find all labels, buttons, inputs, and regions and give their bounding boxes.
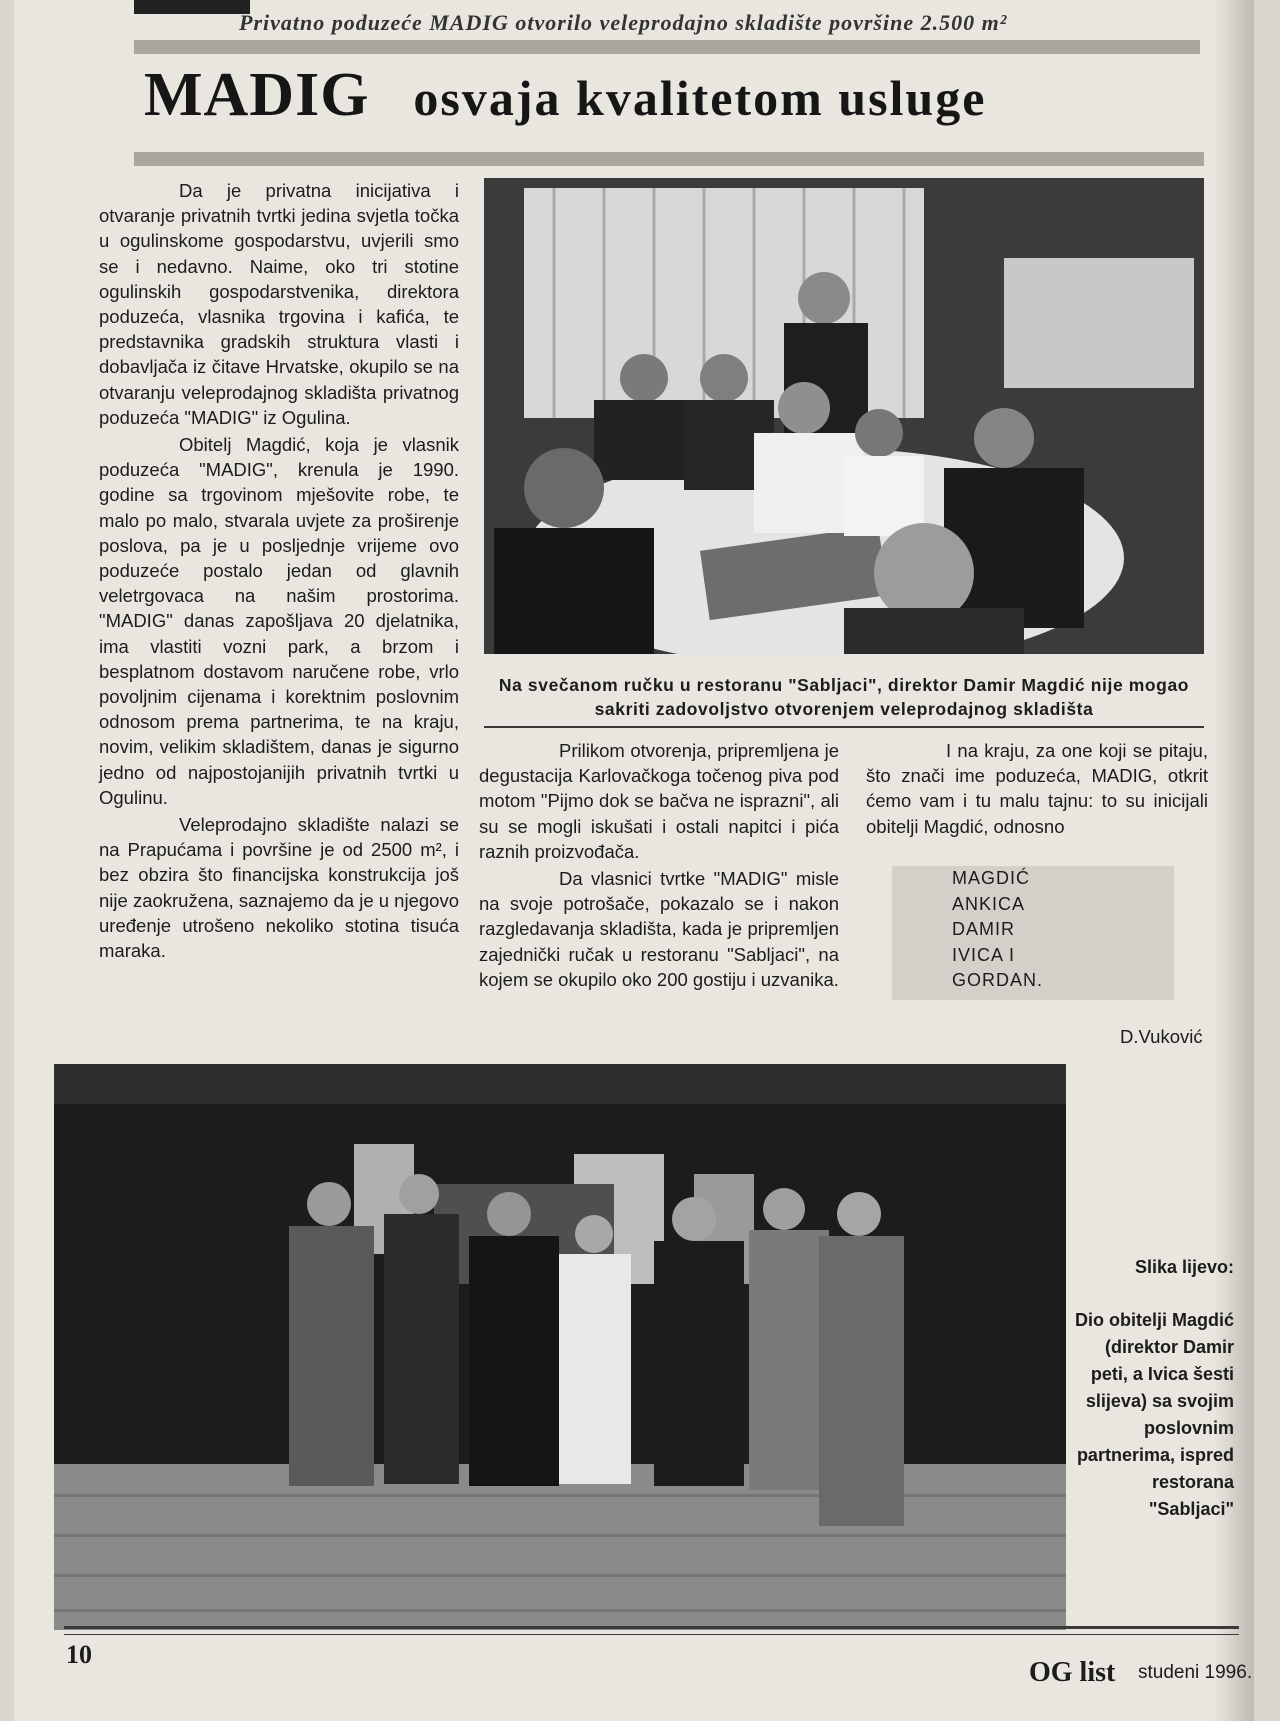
issue-date: studeni 1996. [1138, 1662, 1253, 1683]
photo-illustration [484, 178, 1204, 654]
paragraph: Da je privatna inicijativa i otvaranje privatnih tvrtki jedina svjetla točka u ogulinskome gospodarstvu, uvjerili smo se i nedavno. Naime, oko tri stotine ogulinskih gospodarstvenika, direktora poduzeća, vlasnika trgovina i kafića, te predstavnika gradskih struktura vlasti i dobavljača iz čitave Hrvatske, okupilo se na otvaranju veleprodajnog skladišta privatnog poduzeća "MADIG" iz Ogulina. [99, 180, 459, 428]
paragraph: Obitelj Magdić, koja je vlasnik poduzeća "MADIG", krenula je 1990. godine sa trgovinom mješovite robe, te malo po malo, stvarala uvjete za proširenje poslova, pa je u posljednje vrijeme ovo poduzeće postalo jedan od glavnih veletrgovaca na našim prostorima. "MADIG" danas zapošljava 20 djelatnika, ima vlastiti vozni park, a brzom i besplatnom dostavom naručene robe, vrlo povoljnim cijenama i korektnim poslovnim odnosom prema partnerima, te na kraju, novim, velikim skladištem, danas je sigurno jedno od najpostojanijih privatnih tvrtki u Ogulinu. [99, 434, 459, 808]
photo-caption-top: Na svečanom ručku u restoranu "Sabljaci", direktor Damir Magdić nije mogao sakriti zadovoljstvo otvorenjem veleprodajnog skladišta [498, 675, 1190, 719]
headline-rule [134, 152, 1204, 166]
kicker-line: Privatno poduzeće MADIG otvorilo veleprodajno skladište površine 2.500 m² [239, 10, 1008, 35]
name-line: DAMIR [952, 919, 1015, 939]
side-caption-title: Slika lijevo: [1134, 1257, 1234, 1277]
paragraph: Prilikom otvorenja, pripremljena je degustacija Karlovačkoga točenog piva pod motom "Pijmo dok se bačva ne isprazni", ali su se mogli iskušati i ostali napitci i pića raznih proizvođača. [479, 740, 839, 862]
name-line: MAGDIĆ [952, 868, 1030, 888]
name-line: IVICA I [952, 944, 1016, 965]
newspaper-page [14, 0, 1254, 1721]
initials-box [892, 866, 1174, 1000]
footer-rule-bottom [64, 1634, 1239, 1635]
paragraph: Da vlasnici tvrtke "MADIG" misle na svoje potrošače, pokazalo se i nakon razgledavanja skladišta, kada je pripremljen zajednički ručak u restoranu "Sabljaci", na kojem se okupilo oko 200 gostiju i uzvanika. [479, 868, 839, 990]
photo-illustration [54, 1064, 1066, 1630]
paragraph: I na kraju, za one koji se pitaju, što znači ime poduzeća, MADIG, otkrit ćemo vam i tu malu tajnu: to su inicijali obitelji Magdić, odnosno [866, 740, 1208, 837]
footer-rule-top [64, 1626, 1239, 1629]
article-column-3 [866, 738, 1208, 839]
side-caption-text: Dio obitelji Magdić (direktor Damir peti, a Ivica šesti slijeva) sa svojim poslovnim partnerima, ispred restorana "Sabljaci" [1074, 1310, 1234, 1519]
side-caption [1064, 1254, 1234, 1523]
article-column-2 [479, 738, 839, 992]
headline-brand: MADIG [144, 61, 370, 129]
paragraph: Veleprodajno skladište nalazi se na Prapućama i površine je od 2500 m², i bez obzira što financijska konstrukcija još nije zaokružena, saznajemo da je u njegovo uređenje utrošeno nekoliko stotina tisuća maraka. [99, 814, 459, 962]
section-tab [134, 0, 250, 14]
name-line: GORDAN. [952, 970, 1044, 990]
author-byline: D.Vuković [1120, 1026, 1203, 1047]
headline-text: osvaja kvalitetom usluge [413, 70, 987, 126]
group-photo [54, 1064, 1066, 1630]
caption-rule [484, 726, 1204, 728]
top-rule [134, 40, 1200, 54]
name-line: ANKICA [952, 893, 1026, 914]
article-column-1 [99, 178, 459, 963]
page-number: 10 [66, 1640, 92, 1669]
restaurant-lunch-photo [484, 178, 1204, 654]
headline [144, 60, 1194, 150]
publication-name: OG list [1029, 1657, 1116, 1688]
